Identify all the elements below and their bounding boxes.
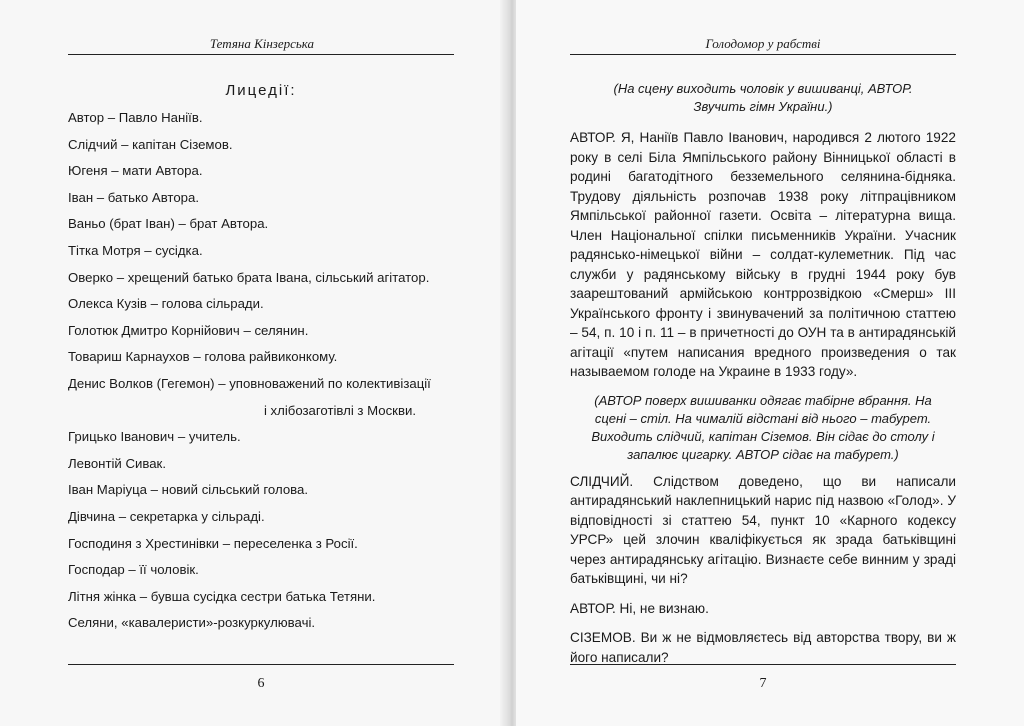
- running-head-right: Голодомор у рабстві: [705, 36, 821, 51]
- play-text: [570, 80, 956, 677]
- dialogue-paragraph: АВТОР. Ні, не визнаю.: [570, 600, 709, 616]
- cast-item: Тітка Мотря – сусідка.: [68, 242, 203, 258]
- cast-item: Ваньо (брат Іван) – брат Автора.: [68, 216, 269, 232]
- cast-item: Господар – її чоловік.: [68, 562, 199, 578]
- cast-list: [68, 110, 458, 642]
- cast-item: Селяни, «кавалеристи»-розкуркулювачі.: [68, 615, 316, 631]
- footer-rule-left: [68, 664, 454, 665]
- cast-item: Літня жінка – бувша сусідка сестри батька Тетяни.: [68, 588, 376, 604]
- header-rule-right: [570, 54, 956, 55]
- cast-item: Автор – Павло Наніїв.: [68, 110, 203, 125]
- dialogue-paragraph: СІЗЕМОВ. Ви ж не відмовляєтесь від авторства твору, ви ж його написали?: [570, 630, 956, 665]
- dialogue-paragraph: СЛІДЧИЙ. Слідством доведено, що ви написали антирадянський наклепницький нарис під назвою «Голод». У відповідності зі статтею 54, пункт 10 «Карного кодексу УРСР» цей злочин кваліфікується як зрада батьківщині через антирадянську агітацію. Визнаєте себе винним у зраді батьківщині, чи ні?: [570, 473, 956, 586]
- page-number-right: 7: [759, 676, 767, 691]
- page-number-left: 6: [257, 676, 265, 691]
- cast-item: Господиня з Хрестинівки – переселенка з Росії.: [68, 535, 358, 551]
- footer-rule-right: [570, 664, 956, 665]
- cast-item: Слідчий – капітан Сіземов.: [68, 136, 233, 152]
- dialogue-paragraph: АВТОР. Я, Наніїв Павло Іванович, народився 2 лютого 1922 року в селі Біла Ямпільського району Вінницької області в родині багатодітного безземельного селянина-бідняка. Трудову діяльність розпочав 1938 року літпрацівником Ямпільської районної газети. Освіта – літературна вища. Член Національної спілки письменників України. Учасник радянсько-німецької війни – солдат-кулеметник. Під час служби у радянському війську в грудні 1944 року був заарештований армійською контррозвідкою «Смерш» ІІІ Українського фронту і звинувачений за політичною статтею – 54, п. 10 і п. 11 – в причетності до ОУН та в антирадянській агітації «путем написания вредного произведения о так называемом голоде на Украине в 1933 году».: [570, 130, 956, 379]
- cast-item: Дівчина – секретарка у сільраді.: [68, 508, 265, 524]
- cast-item: Олекса Кузів – голова сільради.: [68, 296, 264, 312]
- cast-item: Денис Волков (Гегемон) – уповноважений по колективізації: [68, 375, 431, 391]
- cast-item: Левонтій Сивак.: [68, 455, 166, 471]
- stage-direction: (АВТОР поверх вишиванки одягає табірне вбрання. На сцені – стіл. На чималій відстані від нього – табурет. Виходить слідчий, капітан Сіземов. Він сідає до столу і запалює цигарку. АВТОР сідає на табурет.): [591, 392, 935, 462]
- cast-item: Голотюк Дмитро Корнійович – селянин.: [68, 322, 309, 338]
- cast-item: Іван Маріуца – новий сільський голова.: [68, 482, 309, 498]
- cast-item: Іван – батько Автора.: [68, 189, 199, 205]
- right-page: [516, 0, 1024, 726]
- header-rule-left: [68, 54, 454, 55]
- running-head-left: Тетяна Кінзерська: [209, 36, 315, 51]
- cast-item: Товариш Карнаухов – голова райвиконкому.: [68, 349, 338, 365]
- stage-direction: (На сцену виходить чоловік у вишиванці, АВТОР. Звучить гімн України.): [613, 81, 913, 114]
- cast-item: Грицько Іванович – учитель.: [68, 429, 241, 445]
- cast-item: Югеня – мати Автора.: [68, 163, 203, 179]
- cast-item-continuation: і хлібозаготівлі з Москви.: [263, 402, 416, 418]
- cast-item: Оверко – хрещений батько брата Івана, сільський агітатор.: [68, 269, 430, 285]
- cast-title: Лицедії:: [225, 82, 297, 99]
- left-page: [0, 0, 508, 726]
